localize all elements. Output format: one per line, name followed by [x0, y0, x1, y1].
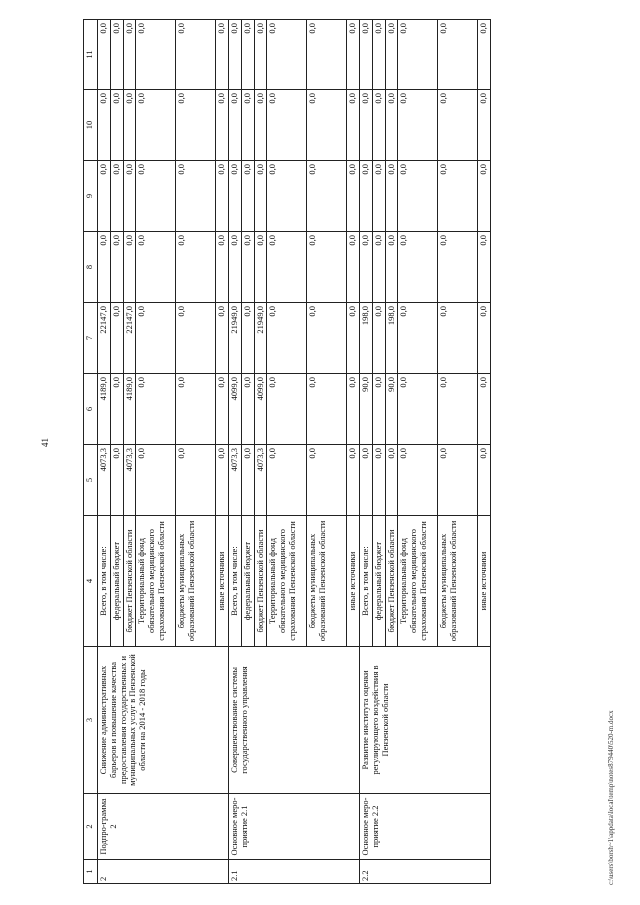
amount-cell: 0,0 — [176, 374, 216, 445]
amount-cell: 0,0 — [241, 232, 254, 303]
row-title: Развитие института оценки регулирующего воздействия в Пензенской области — [360, 647, 491, 794]
row-number: 2.2 — [360, 860, 491, 884]
amount-cell: 0,0 — [438, 161, 478, 232]
amount-cell: 0,0 — [216, 232, 229, 303]
row-number: 2 — [98, 860, 229, 884]
amount-cell: 0,0 — [241, 303, 254, 374]
amount-cell: 0,0 — [360, 161, 373, 232]
amount-cell: 0,0 — [267, 445, 307, 516]
row-title: Снижение административных барьеров и повышение качества предоставления государственных и муниципальных услуг в Пензенской области на 2014 - 2018 годы — [98, 647, 229, 794]
amount-cell: 0,0 — [347, 161, 360, 232]
amount-cell: 4099,0 — [229, 374, 242, 445]
amount-cell: 0,0 — [267, 374, 307, 445]
col-header-2: 2 — [84, 794, 98, 860]
amount-cell: 0,0 — [360, 20, 373, 90]
amount-cell: 0,0 — [136, 20, 176, 90]
amount-cell: 0,0 — [307, 232, 347, 303]
page-number: 41 — [40, 438, 50, 447]
amount-cell: 0,0 — [372, 20, 385, 90]
col-header-3: 3 — [84, 647, 98, 794]
amount-cell: 0,0 — [98, 232, 111, 303]
amount-cell: 90,0 — [360, 374, 373, 445]
amount-cell: 0,0 — [241, 374, 254, 445]
amount-cell: 0,0 — [136, 374, 176, 445]
amount-cell: 0,0 — [385, 445, 398, 516]
amount-cell: 0,0 — [229, 20, 242, 90]
amount-cell: 198,0 — [385, 303, 398, 374]
amount-cell: 0,0 — [216, 445, 229, 516]
amount-cell: 0,0 — [478, 20, 491, 90]
amount-cell: 0,0 — [398, 161, 438, 232]
amount-cell: 21949,0 — [254, 303, 267, 374]
amount-cell: 0,0 — [267, 161, 307, 232]
amount-cell: 0,0 — [136, 90, 176, 161]
funding-source: бюджеты муниципальных образований Пензенской области — [307, 516, 347, 647]
amount-cell: 0,0 — [478, 374, 491, 445]
funding-source: иные источники — [347, 516, 360, 647]
amount-cell: 0,0 — [110, 90, 123, 161]
amount-cell: 0,0 — [307, 161, 347, 232]
funding-source: бюджет Пензенской области — [254, 516, 267, 647]
amount-cell: 0,0 — [398, 374, 438, 445]
col-header-6: 6 — [84, 374, 98, 445]
funding-source: иные источники — [478, 516, 491, 647]
funding-source: федеральный бюджет — [241, 516, 254, 647]
col-header-7: 7 — [84, 303, 98, 374]
amount-cell: 0,0 — [123, 90, 136, 161]
funding-source: Территориальный фонд обязательного медицинского страхования Пензенской области — [136, 516, 176, 647]
amount-cell: 0,0 — [254, 161, 267, 232]
amount-cell: 0,0 — [241, 161, 254, 232]
amount-cell: 0,0 — [229, 90, 242, 161]
amount-cell: 0,0 — [307, 20, 347, 90]
col-header-8: 8 — [84, 232, 98, 303]
col-header-10: 10 — [84, 90, 98, 161]
amount-cell: 0,0 — [398, 303, 438, 374]
amount-cell: 0,0 — [98, 90, 111, 161]
funding-source: иные источники — [216, 516, 229, 647]
table-row — [98, 20, 111, 884]
col-header-9: 9 — [84, 161, 98, 232]
amount-cell: 0,0 — [360, 232, 373, 303]
amount-cell: 0,0 — [372, 374, 385, 445]
amount-cell: 0,0 — [98, 161, 111, 232]
amount-cell: 0,0 — [385, 232, 398, 303]
amount-cell: 0,0 — [438, 445, 478, 516]
amount-cell: 0,0 — [347, 445, 360, 516]
amount-cell: 0,0 — [347, 232, 360, 303]
amount-cell: 0,0 — [267, 20, 307, 90]
table-row — [229, 20, 242, 884]
amount-cell: 22147,0 — [98, 303, 111, 374]
amount-cell: 0,0 — [360, 90, 373, 161]
row-type: Подпро-грамма 2 — [98, 794, 229, 860]
funding-source: бюджеты муниципальных образований Пензенской области — [176, 516, 216, 647]
amount-cell: 0,0 — [123, 20, 136, 90]
amount-cell: 0,0 — [307, 90, 347, 161]
amount-cell: 0,0 — [267, 303, 307, 374]
row-type: Основное меро-приятие 2.2 — [360, 794, 491, 860]
amount-cell: 0,0 — [176, 232, 216, 303]
funding-source: Территориальный фонд обязательного медицинского страхования Пензенской области — [398, 516, 438, 647]
amount-cell: 0,0 — [136, 232, 176, 303]
amount-cell: 0,0 — [254, 232, 267, 303]
amount-cell: 0,0 — [372, 232, 385, 303]
amount-cell: 0,0 — [136, 445, 176, 516]
amount-cell: 0,0 — [478, 90, 491, 161]
amount-cell: 0,0 — [347, 20, 360, 90]
amount-cell: 4189,0 — [98, 374, 111, 445]
amount-cell: 0,0 — [267, 90, 307, 161]
amount-cell: 22147,0 — [123, 303, 136, 374]
amount-cell: 0,0 — [254, 90, 267, 161]
amount-cell: 0,0 — [110, 303, 123, 374]
amount-cell: 4099,0 — [254, 374, 267, 445]
amount-cell: 0,0 — [241, 90, 254, 161]
col-header-4: 4 — [84, 516, 98, 647]
amount-cell: 0,0 — [372, 161, 385, 232]
amount-cell: 0,0 — [478, 161, 491, 232]
amount-cell: 0,0 — [307, 445, 347, 516]
amount-cell: 198,0 — [360, 303, 373, 374]
amount-cell: 0,0 — [478, 303, 491, 374]
amount-cell: 21949,0 — [229, 303, 242, 374]
funding-source: Всего, в том числе: — [360, 516, 373, 647]
amount-cell: 0,0 — [398, 90, 438, 161]
amount-cell: 0,0 — [176, 303, 216, 374]
amount-cell: 0,0 — [438, 374, 478, 445]
amount-cell: 0,0 — [176, 20, 216, 90]
funding-source: бюджет Пензенской области — [123, 516, 136, 647]
amount-cell: 0,0 — [216, 303, 229, 374]
amount-cell: 0,0 — [110, 374, 123, 445]
funding-source: Территориальный фонд обязательного медицинского страхования Пензенской области — [267, 516, 307, 647]
amount-cell: 0,0 — [254, 20, 267, 90]
file-path-footer: c:\users\borsh~1\appdata\local\temp\notes879440\520-m.docx — [607, 710, 615, 885]
funding-source: бюджеты муниципальных образований Пензенской области — [438, 516, 478, 647]
col-header-11: 11 — [84, 20, 98, 90]
amount-cell: 4073,3 — [229, 445, 242, 516]
amount-cell: 0,0 — [372, 303, 385, 374]
funding-source: бюджет Пензенской области — [385, 516, 398, 647]
amount-cell: 0,0 — [216, 90, 229, 161]
amount-cell: 0,0 — [216, 374, 229, 445]
column-number-row — [84, 20, 98, 884]
amount-cell: 0,0 — [385, 161, 398, 232]
amount-cell: 4073,3 — [98, 445, 111, 516]
funding-source: федеральный бюджет — [372, 516, 385, 647]
amount-cell: 0,0 — [267, 232, 307, 303]
amount-cell: 0,0 — [241, 20, 254, 90]
amount-cell: 0,0 — [347, 303, 360, 374]
amount-cell: 0,0 — [176, 445, 216, 516]
amount-cell: 0,0 — [123, 161, 136, 232]
funding-source: федеральный бюджет — [110, 516, 123, 647]
budget-table — [83, 19, 491, 884]
row-type: Основное меро-приятие 2.1 — [229, 794, 360, 860]
amount-cell: 0,0 — [110, 161, 123, 232]
amount-cell: 0,0 — [216, 161, 229, 232]
amount-cell: 0,0 — [241, 445, 254, 516]
col-header-1: 1 — [84, 860, 98, 884]
amount-cell: 0,0 — [110, 445, 123, 516]
amount-cell: 0,0 — [136, 161, 176, 232]
amount-cell: 0,0 — [307, 374, 347, 445]
amount-cell: 0,0 — [478, 232, 491, 303]
funding-source: Всего, в том числе: — [229, 516, 242, 647]
amount-cell: 0,0 — [438, 20, 478, 90]
amount-cell: 4073,3 — [254, 445, 267, 516]
amount-cell: 0,0 — [478, 445, 491, 516]
amount-cell: 0,0 — [438, 90, 478, 161]
col-header-5: 5 — [84, 445, 98, 516]
amount-cell: 0,0 — [438, 232, 478, 303]
amount-cell: 0,0 — [176, 161, 216, 232]
amount-cell: 0,0 — [398, 232, 438, 303]
amount-cell: 0,0 — [229, 161, 242, 232]
amount-cell: 0,0 — [176, 90, 216, 161]
amount-cell: 0,0 — [385, 90, 398, 161]
amount-cell: 0,0 — [229, 232, 242, 303]
amount-cell: 0,0 — [110, 232, 123, 303]
amount-cell: 0,0 — [372, 90, 385, 161]
amount-cell: 0,0 — [123, 232, 136, 303]
amount-cell: 90,0 — [385, 374, 398, 445]
amount-cell: 0,0 — [372, 445, 385, 516]
amount-cell: 0,0 — [347, 90, 360, 161]
amount-cell: 0,0 — [347, 374, 360, 445]
amount-cell: 0,0 — [385, 20, 398, 90]
amount-cell: 0,0 — [98, 20, 111, 90]
amount-cell: 4073,3 — [123, 445, 136, 516]
funding-source: Всего, в том числе: — [98, 516, 111, 647]
amount-cell: 0,0 — [398, 445, 438, 516]
row-number: 2.1 — [229, 860, 360, 884]
table-body — [84, 20, 491, 884]
table-row — [360, 20, 373, 884]
amount-cell: 0,0 — [438, 303, 478, 374]
amount-cell: 4189,0 — [123, 374, 136, 445]
amount-cell: 0,0 — [360, 445, 373, 516]
amount-cell: 0,0 — [136, 303, 176, 374]
amount-cell: 0,0 — [216, 20, 229, 90]
amount-cell: 0,0 — [398, 20, 438, 90]
amount-cell: 0,0 — [110, 20, 123, 90]
row-title: Совершенствование системы государственного управления — [229, 647, 360, 794]
amount-cell: 0,0 — [307, 303, 347, 374]
